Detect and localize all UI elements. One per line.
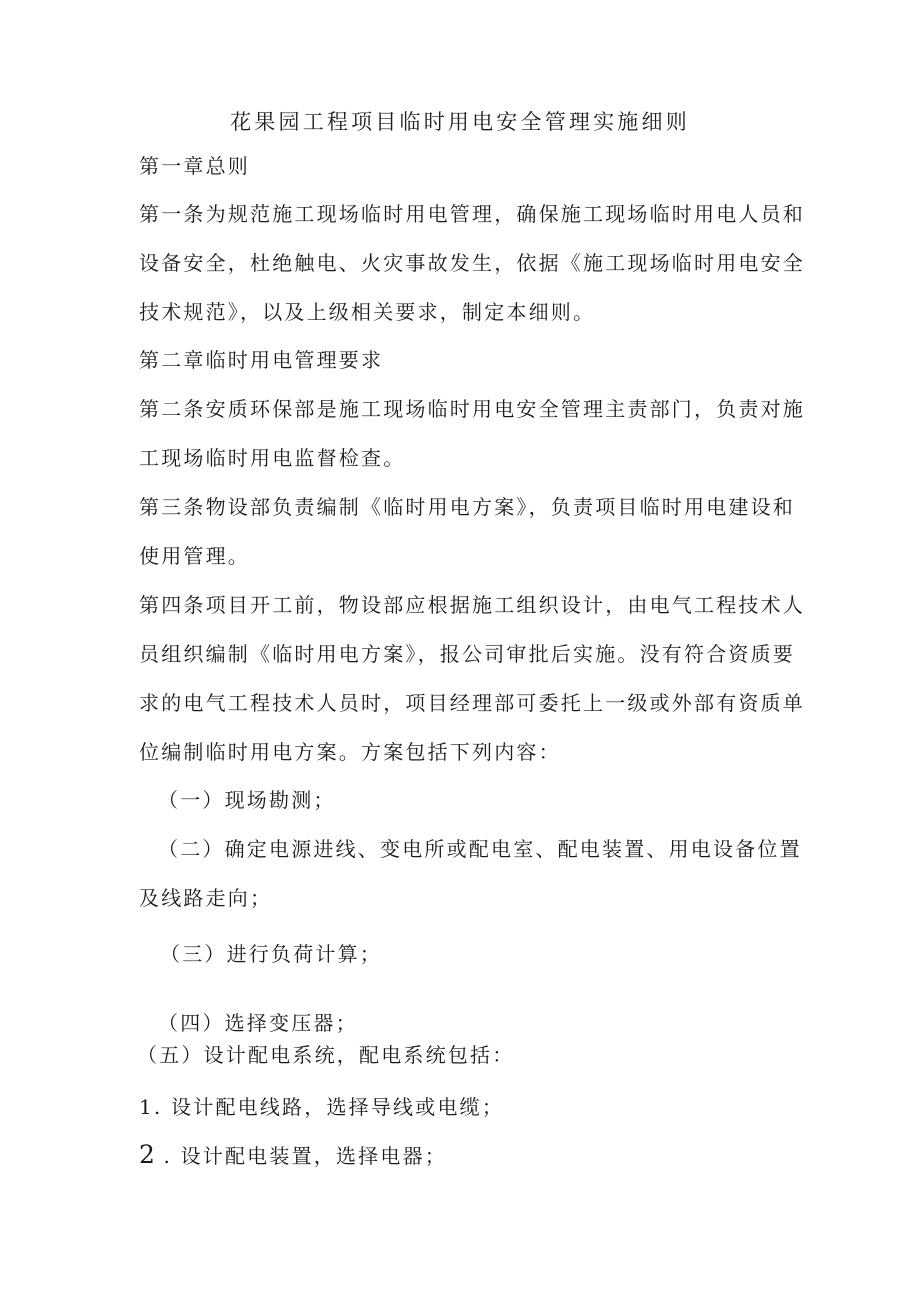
list-item: （一）现场勘测； (158, 788, 336, 812)
paragraph-line: 使用管理。 (139, 544, 250, 568)
paragraph-line: 第四条项目开工前，物设部应根据施工组织设计，由电气工程技术人 (139, 593, 805, 617)
numbered-item (139, 1140, 447, 1169)
paragraph-line: 第一条为规范施工现场临时用电管理，确保施工现场临时用电人员和 (139, 202, 805, 226)
chapter-heading-2: 第二章临时用电管理要求 (139, 348, 384, 372)
paragraph-line: 第三条物设部负责编制《临时用电方案》，负责项目临时用电建设和 (139, 495, 795, 519)
paragraph-line: 技术规范》，以及上级相关要求，制定本细则。 (139, 300, 596, 324)
paragraph-line: 求的电气工程技术人员时，项目经理部可委托上一级或外部有资质单 (139, 691, 805, 715)
paragraph-line: 工现场临时用电监督检查。 (139, 446, 406, 470)
chapter-heading-1: 第一章总则 (139, 154, 250, 178)
paragraph-line: 员组织编制《临时用电方案》，报公司审批后实施。没有符合资质要 (139, 642, 795, 666)
list-item-continuation: 及线路走向； (139, 886, 273, 910)
paragraph-line: 第二条安质环保部是施工现场临时用电安全管理主责部门，负责对施 (139, 397, 805, 421)
item-number: 2 (139, 1140, 155, 1169)
list-item: （三）进行负荷计算； (160, 942, 382, 966)
list-item: （四）选择变压器； (158, 1011, 358, 1035)
document-title: 花果园工程项目临时用电安全管理实施细则 (230, 110, 690, 134)
item-text: . 设计配电装置，选择电器； (154, 1144, 447, 1168)
paragraph-line: 设备安全，杜绝触电、火灾事故发生，依据《施工现场临时用电安全 (139, 251, 805, 275)
list-item: （五）设计配电系统，配电系统包括： (137, 1043, 515, 1067)
numbered-item: 1. 设计配电线路，选择导线或电缆； (139, 1095, 505, 1119)
list-item: （二）确定电源进线、变电所或配电室、配电装置、用电设备位置 (158, 837, 802, 861)
paragraph-line: 位编制临时用电方案。方案包括下列内容： (139, 740, 561, 764)
